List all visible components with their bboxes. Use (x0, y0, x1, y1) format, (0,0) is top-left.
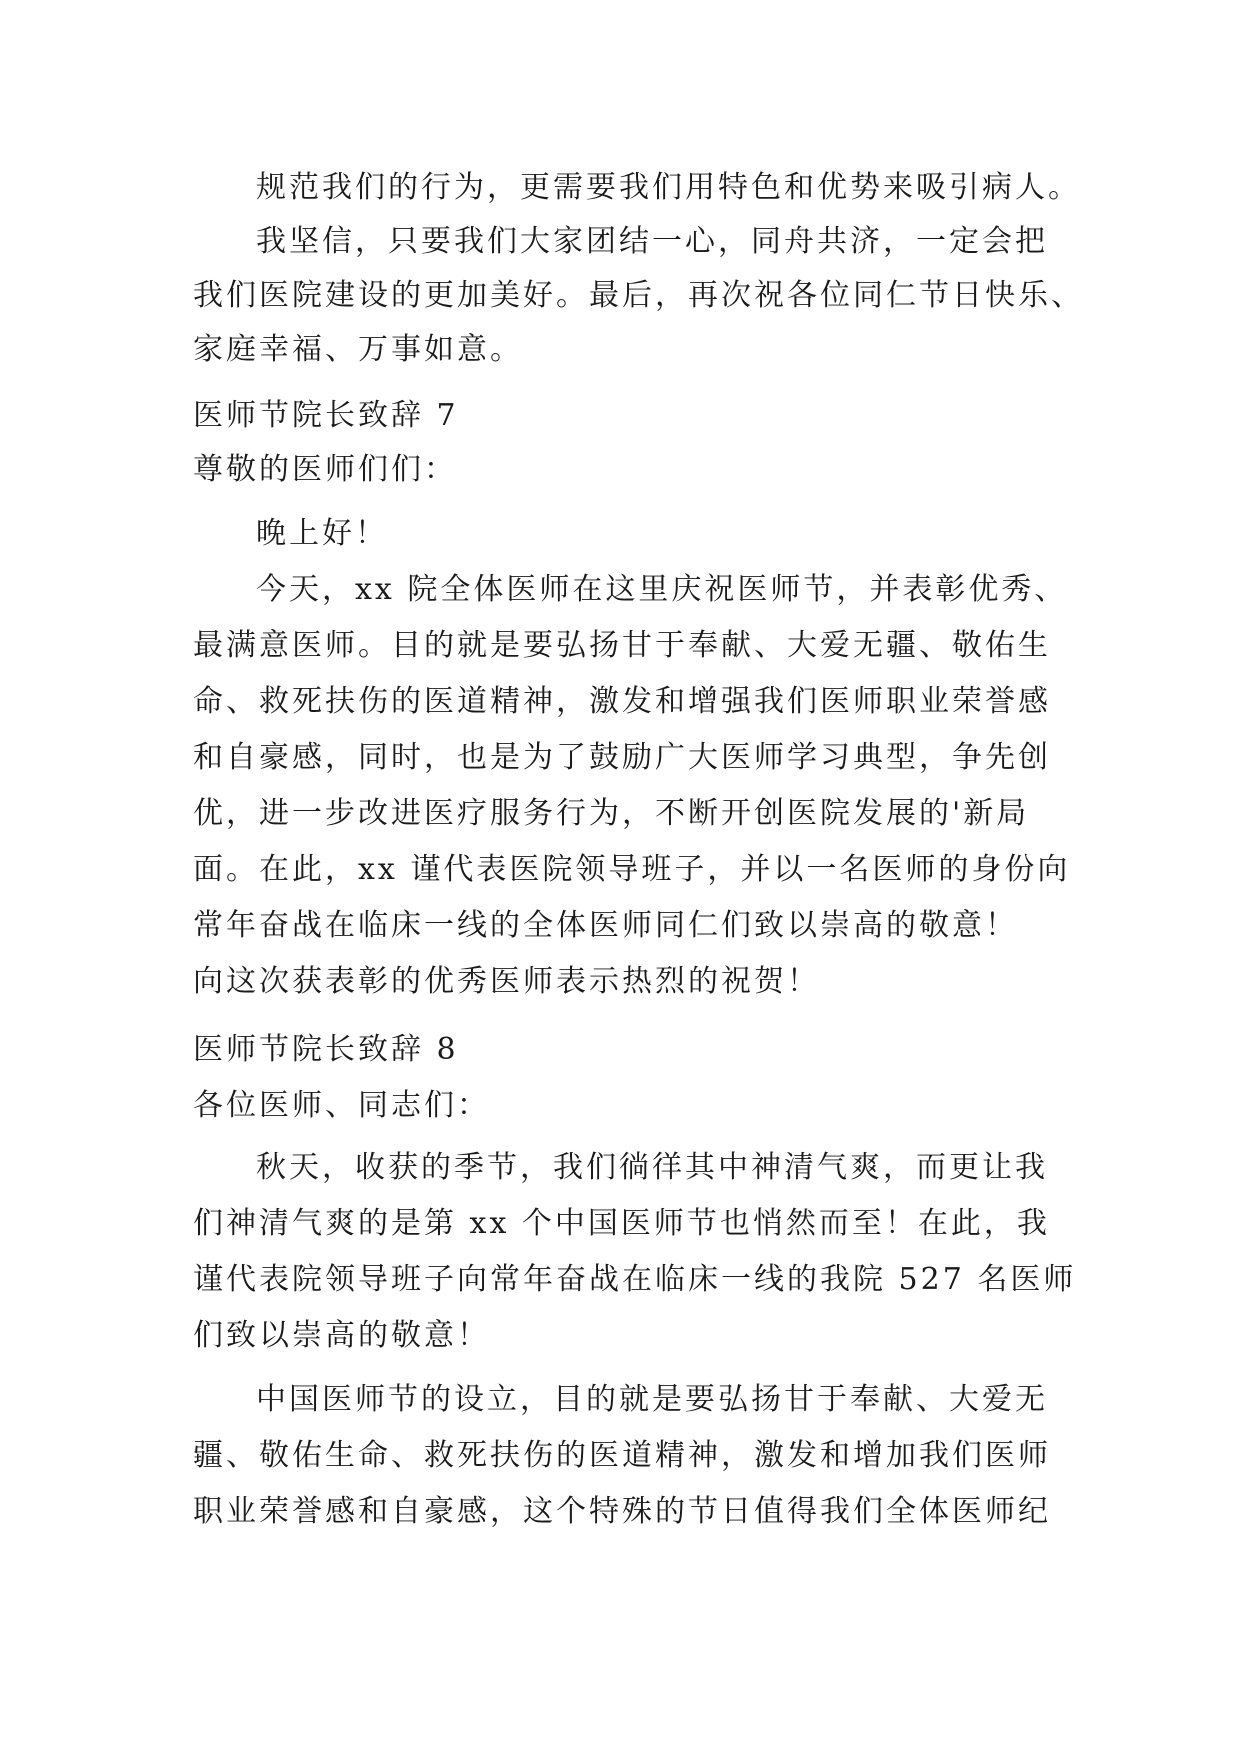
paragraph-line: 和自豪感，同时，也是为了鼓励广大医师学习典型，争先创 (193, 740, 1051, 775)
paragraph-line: 中国医师节的设立，目的就是要弘扬甘于奉献、大爱无 (256, 1382, 1048, 1417)
paragraph-line: 家庭幸福、万事如意。 (193, 332, 523, 367)
paragraph-line: 向这次获表彰的优秀医师表示热烈的祝贺！ (193, 964, 820, 999)
paragraph-line: 秋天，收获的季节，我们徜徉其中神清气爽，而更让我 (256, 1150, 1048, 1185)
salutation: 各位医师、同志们： (193, 1088, 490, 1123)
paragraph-line: 常年奋战在临床一线的全体医师同仁们致以崇高的敬意！ (193, 908, 1018, 943)
paragraph-line: 谨代表院领导班子向常年奋战在临床一线的我院 527 名医师 (193, 1262, 1077, 1297)
paragraph-line: 疆、敬佑生命、救死扶伤的医道精神，激发和增加我们医师 (193, 1438, 1051, 1473)
greeting: 晚上好！ (256, 516, 388, 551)
salutation: 尊敬的医师们们： (193, 452, 457, 487)
paragraph-line: 们神清气爽的是第 xx 个中国医师节也悄然而至！在此，我 (193, 1206, 1050, 1241)
paragraph-line: 命、救死扶伤的医道精神，激发和增强我们医师职业荣誉感 (193, 684, 1051, 719)
paragraph-line: 最满意医师。目的就是要弘扬甘于奉献、大爱无疆、敬佑生 (193, 628, 1051, 663)
paragraph-line: 面。在此，xx 谨代表医院领导班子，并以一名医师的身份向 (193, 852, 1071, 887)
paragraph-line: 们致以崇高的敬意！ (193, 1318, 490, 1353)
paragraph-line: 我坚信，只要我们大家团结一心，同舟共济，一定会把 (256, 224, 1048, 259)
paragraph-line: 规范我们的行为，更需要我们用特色和优势来吸引病人。 (256, 170, 1081, 205)
section-heading: 医师节院长致辞 8 (193, 1032, 459, 1067)
paragraph-line: 职业荣誉感和自豪感，这个特殊的节日值得我们全体医师纪 (193, 1494, 1051, 1529)
paragraph-line: 优，进一步改进医疗服务行为，不断开创医院发展的'新局 (193, 796, 1030, 831)
paragraph-line: 今天，xx 院全体医师在这里庆祝医师节，并表彰优秀、 (256, 572, 1068, 607)
section-heading: 医师节院长致辞 7 (193, 398, 459, 433)
paragraph-line: 我们医院建设的更加美好。最后，再次祝各位同仁节日快乐、 (193, 278, 1084, 313)
